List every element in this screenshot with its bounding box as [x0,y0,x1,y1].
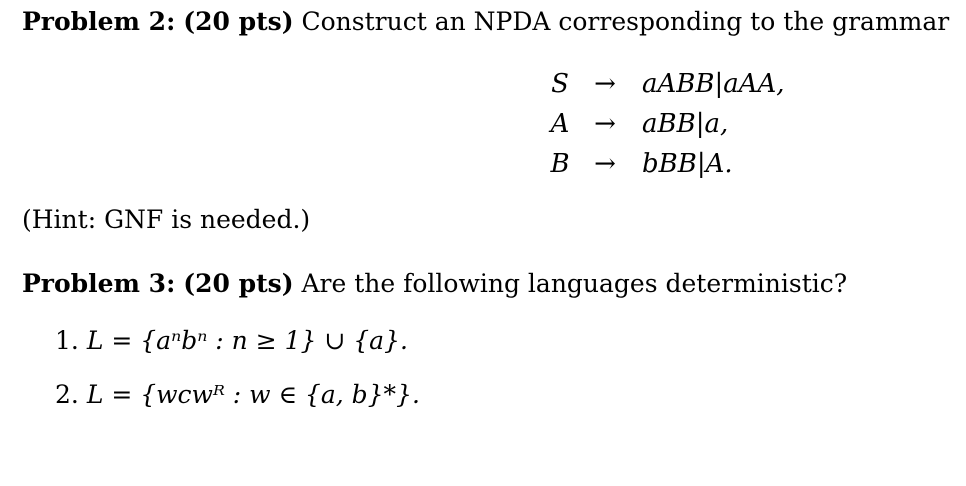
rule-lhs: S [551,69,569,99]
arrow-icon: → [594,109,616,139]
list-item [55,325,408,357]
problem-3-points: (20 pts) [183,269,294,298]
rule-lhs: A [550,109,570,139]
problem-3-heading-line [22,268,847,300]
problem-2-heading-line [22,6,949,38]
grammar-rule-b [540,144,785,184]
rule-rhs: aABB|aAA, [642,69,785,99]
grammar-rule-s [540,64,785,104]
grammar-rules [540,64,785,184]
problem-2-statement: Construct an NPDA corresponding to the grammar [301,7,950,36]
rule-rhs: bBB|A. [642,149,733,179]
list-item-number: 2. [55,380,79,409]
list-item-text: L = {aⁿbⁿ : n ≥ 1} ∪ {a}. [86,326,408,355]
list-item-text: L = {wcwᴿ : w ∈ {a, b}*}. [86,380,420,409]
problem-2-hint: (Hint: GNF is needed.) [22,205,311,234]
rule-rhs: aBB|a, [642,109,729,139]
rule-lhs: B [550,149,570,179]
list-item-number: 1. [55,326,79,355]
problem-2-label: Problem 2: [22,7,176,36]
problem-2-points: (20 pts) [183,7,294,36]
list-item [55,379,420,411]
problem-3-label: Problem 3: [22,269,176,298]
arrow-icon: → [594,149,616,179]
problem-3-statement: Are the following languages deterministic? [301,269,848,298]
arrow-icon: → [594,69,616,99]
grammar-rule-a [540,104,785,144]
